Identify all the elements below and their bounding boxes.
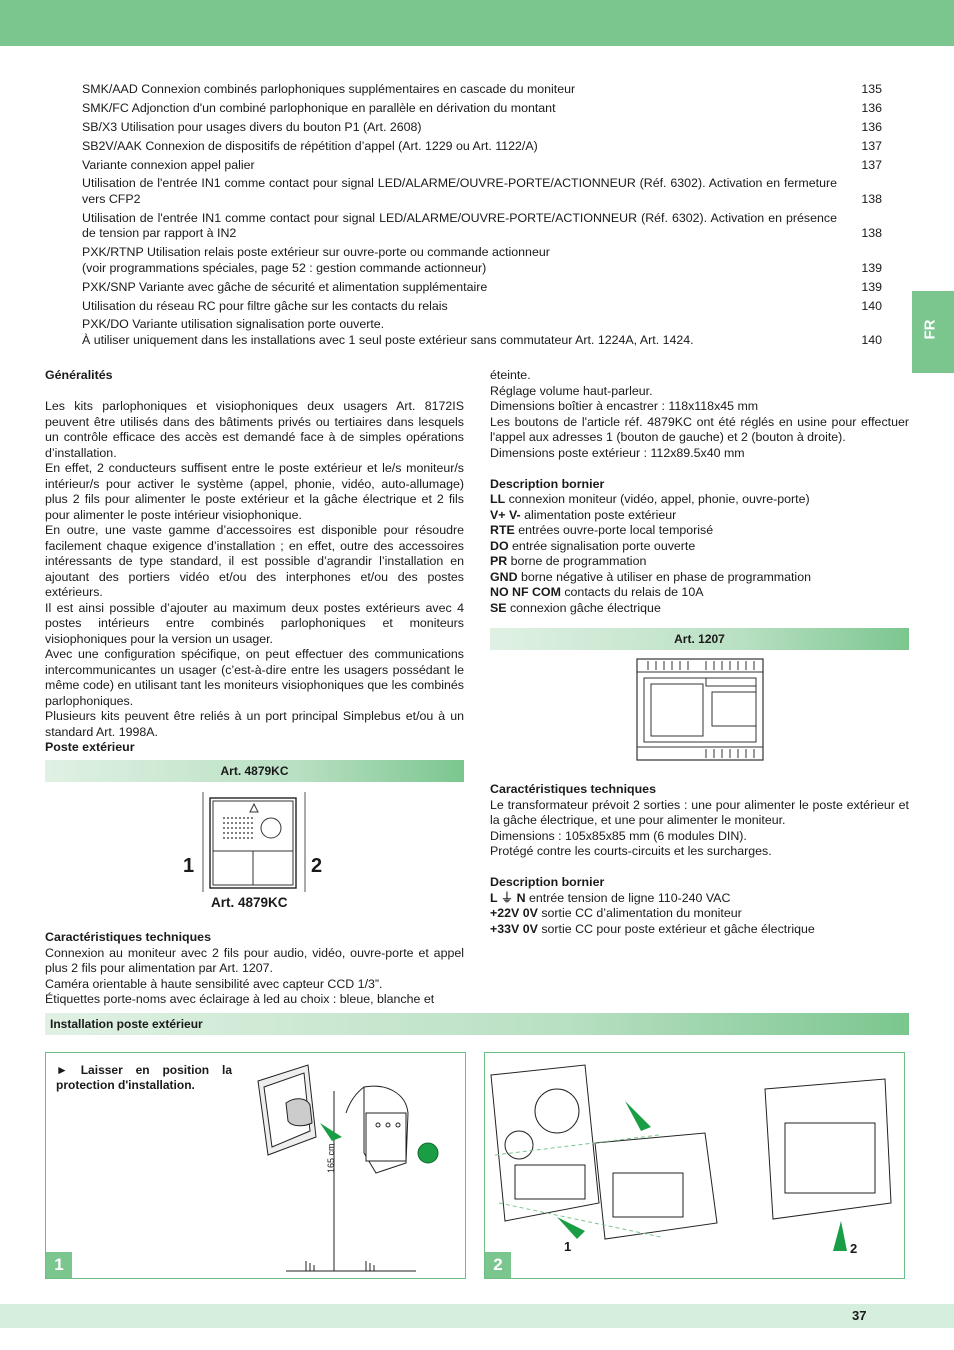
bornier-item xyxy=(490,539,909,555)
continued-line: éteinte. xyxy=(490,368,531,382)
toc-entry-page: 140 xyxy=(861,332,882,347)
toc-row xyxy=(82,299,882,315)
carac-left-paragraph: Étiquettes porte-noms avec éclairage à led au choix : bleue, blanche et xyxy=(45,992,435,1006)
bornier-item-term: DO xyxy=(490,538,509,553)
installation-band: Installation poste extérieur xyxy=(45,1013,909,1035)
carac-right-paragraph: Dimensions : 105x85x85 mm (6 modules DIN). xyxy=(490,828,747,843)
toc-row xyxy=(82,120,882,136)
bornier2-item xyxy=(490,906,909,922)
toc-entry-text: SB/X3 Utilisation pour usages divers du bouton P1 (Art. 2608) xyxy=(82,119,422,134)
bornier2-title: Description bornier xyxy=(490,875,605,889)
carac-right-paragraph: Le transformateur prévoit 2 sorties : une pour alimenter le poste extérieur et la gâche électrique, et une pour alimenter le moniteur. xyxy=(490,797,909,827)
continued-text xyxy=(490,368,909,461)
bornier-item-term: GND xyxy=(490,569,518,584)
generalites-paragraph: En effet, 2 conducteurs suffisent entre le poste extérieur et le/s moniteur/s intérieur/s pour activer le système (appel, phonie, vidéo, auto-allumage) plus 2 fils pour alimenter le poste extérieur et la gâche électrique et 2 fils pour alimenter le poste intérieur visiophonique. xyxy=(45,461,464,522)
bornier-item xyxy=(490,601,909,617)
carac-left-paragraph: Caméra orientable à haute sensibilité avec capteur CCD 1/3”. xyxy=(45,976,383,991)
right-specs xyxy=(490,782,909,937)
bornier-item xyxy=(490,570,909,586)
step1-note: ► Laisser en position la protection d'installation. xyxy=(56,1063,232,1092)
carac-title-right: Caractéristiques techniques xyxy=(490,782,656,796)
right-column xyxy=(490,368,909,616)
toc-entry-text: Utilisation du réseau RC pour filtre gâche sur les contacts du relais xyxy=(82,298,448,313)
bornier2-item-desc: sortie CC pour poste extérieur et gâche électrique xyxy=(537,921,815,936)
height-label: 165 cm xyxy=(326,1143,336,1173)
bornier-item-term: LL xyxy=(490,492,506,506)
generalites-paragraph: Les kits parlophoniques et visiophoniques deux usagers Art. 8172IS peuvent être utilisés dans des bâtiments privés ou tertiaires dans lesquels un contrôle efficace des accès est demandé face à de simples opérations d’installation. xyxy=(45,399,464,460)
toc-entry-text: Utilisation de l'entrée IN1 comme contact pour signal LED/ALARME/OUVRE-PORTE/ACTIONNEUR (Réf. 6302). Activation en présence de tension par rapport à IN2 xyxy=(82,210,837,241)
contents-list xyxy=(82,82,882,352)
toc-entry-text: SMK/AAD Connexion combinés parlophoniques supplémentaires en cascade du moniteur xyxy=(82,82,576,96)
bornier2-item-desc: sortie CC d’alimentation du moniteur xyxy=(537,906,742,920)
toc-row xyxy=(82,139,882,155)
step1-badge: 1 xyxy=(46,1252,72,1278)
continued-line: Les boutons de l'article réf. 4879KC ont été réglés en usine pour effectuer l'appel aux adresses 1 (bouton de gauche) et 2 (bouton à droite). xyxy=(490,414,909,444)
generalites-paragraph: Avec une configuration spécifique, on peut effectuer des communications intercommunicantes un usager (c’est-à-dire entre les usagers possédant le même code) en utilisant tant les moniteurs visiophoniques que les combinés parlophoniques. xyxy=(45,647,464,708)
toc-entry-text: Utilisation de l'entrée IN1 comme contact pour signal LED/ALARME/OUVRE-PORTE/ACTIONNEUR (Réf. 6302). Activation en fermeture vers CFP2 xyxy=(82,176,837,206)
generalites-body xyxy=(45,399,464,740)
toc-entry-text: Variante connexion appel palier xyxy=(82,157,255,172)
figure-label-1: 1 xyxy=(183,855,195,877)
step2-arrow-label-2: 2 xyxy=(850,1241,858,1256)
bornier2-list xyxy=(490,891,909,938)
toc-entry-page: 138 xyxy=(861,191,882,206)
bornier2-item-term: +22V 0V xyxy=(490,906,538,920)
bornier-item-term: V+ V- xyxy=(490,507,521,522)
generalites-title: Généralités xyxy=(45,368,113,382)
toc-row xyxy=(82,317,882,348)
toc-entry-text: SB2V/AAK Connexion de dispositifs de répétition d’appel (Art. 1229 ou Art. 1122/A) xyxy=(82,138,538,153)
bornier-item-desc: entrée signalisation porte ouverte xyxy=(508,538,696,553)
bornier-title: Description bornier xyxy=(490,476,605,491)
toc-row xyxy=(82,101,882,117)
carac-left-paragraph: Connexion au moniteur avec 2 fils pour audio, vidéo, ouvre-porte et appel plus 2 fils pour alimentation par Art. 1207. xyxy=(45,945,464,975)
bornier-item xyxy=(490,554,909,570)
bornier-item-term: SE xyxy=(490,600,507,615)
bornier2-item xyxy=(490,922,909,938)
bornier-item-term: RTE xyxy=(490,523,515,537)
toc-entry-page: 135 xyxy=(861,82,882,96)
carac-title-left: Caractéristiques techniques xyxy=(45,930,211,944)
step1-frame xyxy=(45,1052,466,1279)
page-number: 37 xyxy=(852,1308,867,1323)
toc-entry-page: 137 xyxy=(861,157,882,172)
generalites-paragraph: En outre, une vaste gamme d’accessoires est disponible pour résoudre facilement chaque exigence d’installation ; en effet, outre des accessoires intéressants de type standard, il est possible d’agrandir l’installation en ajoutant des portiers vidéo et/ou des interphones et/ou des postes extérieurs. xyxy=(45,523,464,599)
toc-row xyxy=(82,280,882,296)
section-band-1207: Art. 1207 xyxy=(490,628,909,650)
carac-right-paragraph: Protégé contre les courts-circuits et les surcharges. xyxy=(490,844,772,858)
toc-entry-text: SMK/FC Adjonction d'un combiné parlophonique en parallèle en dérivation du montant xyxy=(82,100,556,115)
bornier2-item-term: L ⏚ N xyxy=(490,890,526,905)
toc-entry-page: 139 xyxy=(861,260,882,275)
toc-entry-page: 138 xyxy=(861,226,882,241)
carac-right-body xyxy=(490,798,909,860)
step2-arrow-label-1: 1 xyxy=(564,1239,572,1254)
toc-entry-page: 139 xyxy=(861,279,882,294)
continued-line: Dimensions boîtier à encastrer : 118x118x45 mm xyxy=(490,399,759,413)
bornier2-item-term: +33V 0V xyxy=(490,921,538,936)
bornier-item xyxy=(490,508,909,524)
bornier-item-desc: borne négative à utiliser en phase de programmation xyxy=(517,569,811,584)
bornier-item-desc: contacts du relais de 10A xyxy=(560,585,704,599)
toc-entry-text: PXK/SNP Variante avec gâche de sécurité et alimentation supplémentaire xyxy=(82,279,488,294)
bornier-item-desc: borne de programmation xyxy=(507,554,647,568)
bornier-item-term: NO NF COM xyxy=(490,585,561,599)
toc-entry-page: 140 xyxy=(861,298,882,313)
bornier-item xyxy=(490,492,909,508)
section-band-4879: Art. 4879KC xyxy=(45,760,464,782)
generalites-paragraph: Plusieurs kits peuvent être reliés à un port principal Simplebus et/ou à un standard Art. 1998A. xyxy=(45,709,464,739)
bornier-item xyxy=(490,585,909,601)
left-column xyxy=(45,368,464,756)
step2-badge: 2 xyxy=(485,1252,511,1278)
toc-entry-text: PXK/DO Variante utilisation signalisation porte ouverte. À utiliser uniquement dans les installations avec 1 seul poste extérieur sans commutateur Art. 1224A, Art. 1424. xyxy=(82,317,694,347)
continued-line: Réglage volume haut-parleur. xyxy=(490,383,653,398)
toc-row xyxy=(82,82,882,98)
left-specs xyxy=(45,930,464,1008)
toc-entry-page: 136 xyxy=(861,100,882,115)
bornier2-item-desc: entrée tension de ligne 110-240 VAC xyxy=(525,890,731,905)
bornier-item-desc: entrées ouvre-porte local temporisé xyxy=(514,523,714,537)
toc-entry-page: 137 xyxy=(861,138,882,153)
toc-entry-text: PXK/RTNP Utilisation relais poste extérieur sur ouvre-porte ou commande actionneur (voir programmations spéciales, page 52 : gestion commande actionneur) xyxy=(82,245,550,275)
toc-row xyxy=(82,158,882,174)
bornier-item xyxy=(490,523,909,539)
figure-label-2: 2 xyxy=(311,855,323,877)
step2-frame xyxy=(484,1052,905,1279)
carac-left-body xyxy=(45,946,464,1008)
bornier-list xyxy=(490,492,909,616)
generalites-paragraph: Il est ainsi possible d’ajouter au maximum deux postes extérieurs avec 4 postes intérieurs entre combinés parlophoniques et moniteurs visiophoniques pour la version un usager. xyxy=(45,600,464,646)
figure-caption: Art. 4879KC xyxy=(211,895,288,910)
toc-row xyxy=(82,245,882,276)
language-tab xyxy=(912,291,954,373)
bornier-item-desc: alimentation poste extérieur xyxy=(520,507,677,522)
step2-illustration xyxy=(485,1053,905,1279)
bornier-item-desc: connexion gâche électrique xyxy=(506,600,661,615)
header-bar xyxy=(0,0,954,46)
toc-entry-page: 136 xyxy=(861,119,882,134)
transformer-figure xyxy=(636,658,764,762)
poste-title: Poste extérieur xyxy=(45,740,135,754)
continued-line: Dimensions poste extérieur : 112x89.5x40 mm xyxy=(490,445,745,460)
language-tab-label: FR xyxy=(921,319,939,340)
bornier-item-desc: connexion moniteur (vidéo, appel, phonie, ouvre-porte) xyxy=(505,492,810,506)
toc-row xyxy=(82,176,882,207)
toc-row xyxy=(82,211,882,242)
step1-illustration xyxy=(246,1053,466,1279)
bornier-item-term: PR xyxy=(490,554,508,568)
bornier2-item xyxy=(490,891,909,907)
footer-bar xyxy=(0,1304,954,1328)
